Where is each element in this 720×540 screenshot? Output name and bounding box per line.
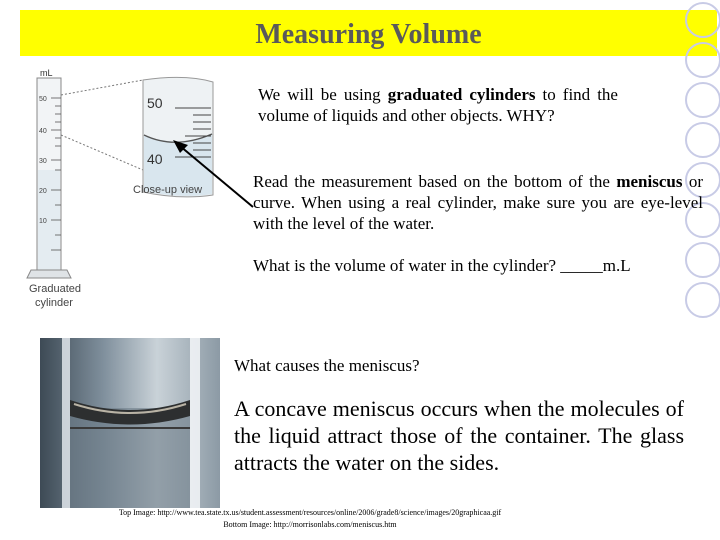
scale-label: 10 xyxy=(39,218,47,225)
meniscus-explanation: A concave meniscus occurs when the molecules of the liquid attract those of the container. The glass attracts the water on the sides. xyxy=(234,396,684,475)
image-credit-top: Top Image: http://www.tea.state.tx.us/student.assessment/resources/online/2006/grade8/science/images/20graphicaa.gif xyxy=(118,508,502,517)
scale-label: 30 xyxy=(39,158,47,165)
meniscus-question: What causes the meniscus? xyxy=(234,356,420,375)
bold-term: graduated cylinders xyxy=(387,85,536,104)
cylinder-caption: cylinder xyxy=(35,297,73,309)
bold-term: meniscus xyxy=(616,172,683,191)
image-credit-bottom: Bottom Image: http://morrisonlabs.com/meniscus.htm xyxy=(223,520,397,529)
intro-paragraph: We will be using graduated cylinders to find the volume of liquids and other objects. WHY? xyxy=(258,85,618,125)
closeup-label: 40 xyxy=(147,151,163,167)
cylinder-unit-label: mL xyxy=(40,68,53,78)
reading-instructions: Read the measurement based on the bottom of the meniscus or curve. When using a real cylinder, make sure you are eye-level with the level of the water. xyxy=(253,172,703,233)
scale-label: 40 xyxy=(39,128,47,135)
closeup-label: 50 xyxy=(147,95,163,111)
volume-question: What is the volume of water in the cylinder? _____m.L xyxy=(253,256,631,275)
cylinder-caption: Graduated xyxy=(29,283,81,295)
slide-title: Measuring Volume xyxy=(255,19,482,50)
scale-label: 20 xyxy=(39,188,47,195)
scale-label: 50 xyxy=(39,96,47,103)
meniscus-photo xyxy=(40,338,220,508)
closeup-caption: Close-up view xyxy=(133,184,203,196)
